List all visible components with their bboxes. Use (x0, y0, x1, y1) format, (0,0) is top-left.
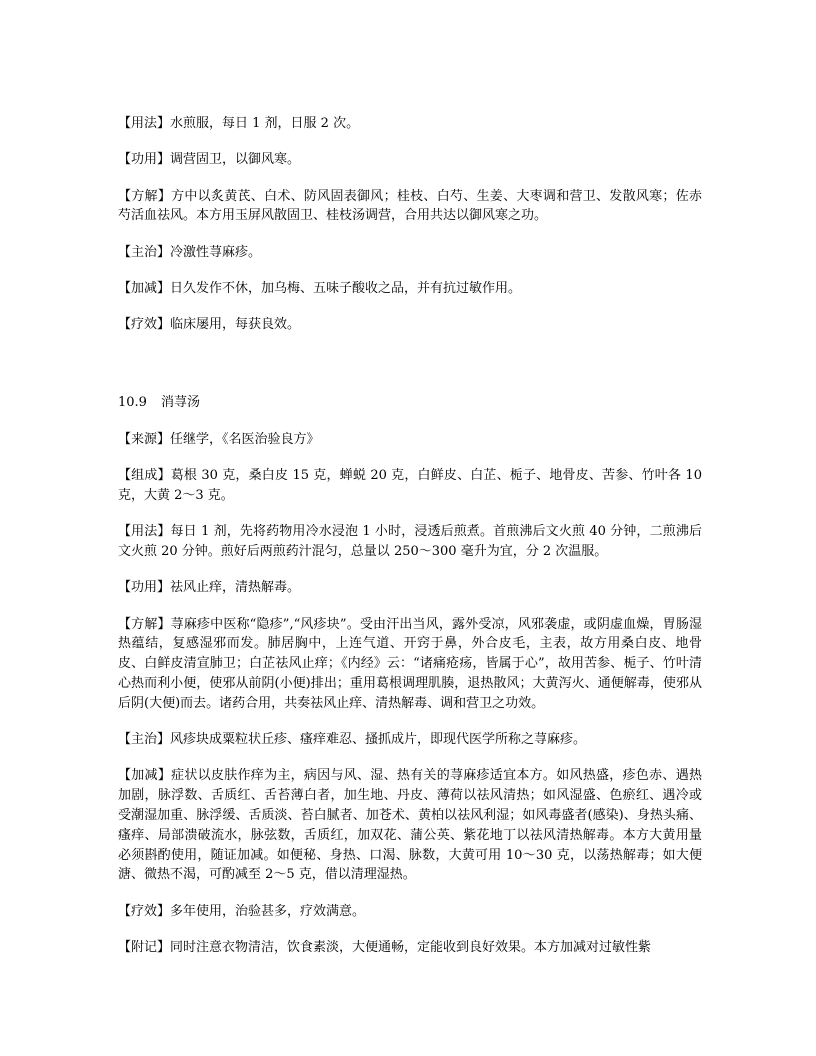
section-heading (118, 393, 702, 413)
label: 【功用】 (118, 152, 171, 168)
label: 【附记】 (118, 940, 171, 956)
paragraph-source (118, 430, 702, 450)
label: 【用法】 (118, 524, 171, 540)
paragraph-function (118, 578, 702, 598)
section-title: 消荨汤 (160, 395, 200, 411)
text: 方中以炙黄芪、白术、防风固表御风；桂枝、白芍、生姜、大枣调和营卫、发散风寒；佐赤芍活血祛风。本方用玉屏风散固卫、桂枝汤调营，合用共达以御风寒之功。 (118, 188, 702, 224)
section-number: 10.9 (118, 395, 147, 411)
text: 同时注意衣物清洁，饮食素淡，大便通畅，定能收到良好效果。本方加减对过敏性紫 (170, 940, 652, 956)
paragraph-usage (118, 114, 702, 134)
paragraph-modification (118, 766, 702, 885)
text: 任继学，《名医治验良方》 (170, 431, 320, 447)
text: 日久发作不休，加乌梅、五味子酸收之品，并有抗过敏作用。 (170, 280, 522, 296)
text: 冷激性荨麻疹。 (170, 244, 262, 260)
paragraph-modification (118, 279, 702, 299)
label: 【来源】 (118, 431, 171, 447)
section-previous-formula (118, 114, 702, 335)
text: 每日 1 剂，先将药物用冷水浸泡 1 小时，浸透后煎煮。首煎沸后文火煎 40 分钟，二煎沸后文火煎 20 分钟。煎好后两煎药汁混匀，总量以 250～300 毫升为宜，分 2 次温服。 (118, 524, 702, 560)
paragraph-indication (118, 243, 702, 263)
label: 【疗效】 (118, 903, 171, 919)
text: 水煎服，每日 1 剂，日服 2 次。 (170, 116, 360, 131)
paragraph-efficacy (118, 315, 702, 335)
text: 多年使用，治验甚多，疗效满意。 (170, 903, 366, 919)
label: 【功用】 (118, 580, 171, 596)
label: 【主治】 (118, 244, 171, 260)
paragraph-efficacy (118, 902, 702, 922)
text: 风疹块成粟粒状丘疹、瘙痒难忍、搔抓成片，即现代医学所称之荨麻疹。 (170, 732, 587, 748)
label: 【疗效】 (118, 317, 171, 333)
paragraph-usage (118, 522, 702, 562)
paragraph-function (118, 150, 702, 170)
label: 【组成】 (118, 468, 171, 484)
text: 调营固卫，以御风寒。 (170, 152, 301, 168)
paragraph-composition (118, 466, 702, 506)
paragraph-notes (118, 938, 702, 958)
paragraph-explanation (118, 187, 702, 227)
paragraph-explanation (118, 615, 702, 714)
section-xiaoxun-decoction (118, 430, 702, 958)
text: 荨麻疹中医称“隐疹”,“风疹块”。受由汗出当风，露外受凉，风邪袭虚，或阴虚血燥，胃肠湿热蕴结，复感湿邪而发。肺居胸中，上连气道、开窍于鼻，外合皮毛，主表，故方用桑白皮、地骨皮、白鲜皮清宣肺卫；白芷祛风止痒；《内经》云：“诸痛疮疡，皆属于心”，故用苦参、栀子、竹叶清心热而利小便，使邪从前阴(小便)排出；重用葛根调理肌腠，退热散风；大黄泻火、通便解毒，使邪从后阴(大便)而去。诸药合用，共奏祛风止痒、清热解毒、调和营卫之功效。 (118, 616, 702, 711)
label: 【主治】 (118, 732, 171, 748)
text: 症状以皮肤作痒为主，病因与风、湿、热有关的荨麻疹适宜本方。如风热盛，疹色赤、遇热加剧，脉浮数、舌质红、舌苔薄白者，加生地、丹皮、薄荷以祛风清热；如风湿盛、色瘀红、遇冷或受潮湿加重、脉浮缓、舌质淡、苔白腻者、加苍术、黄柏以祛风利湿；如风毒盛者(感染)、身热头痛、瘙痒、局部溃破流水，脉弦数，舌质红，加双花、蒲公英、紫花地丁以祛风清热解毒。本方大黄用量必须斟酌使用，随证加减。如便秘、身热、口渴、脉数，大黄可用 10～30 克，以荡热解毒；如大便溏、微热不渴，可酌减至 2～5 克，借以清理湿热。 (118, 768, 702, 883)
text: 祛风止痒，清热解毒。 (170, 580, 301, 596)
text: 临床屡用，每获良效。 (170, 317, 301, 333)
paragraph-indication (118, 730, 702, 750)
label: 【加减】 (118, 280, 171, 296)
label: 【方解】 (118, 188, 172, 204)
label: 【方解】 (118, 616, 171, 632)
label: 【加减】 (118, 768, 172, 784)
label: 【用法】 (118, 116, 171, 131)
document-page (118, 114, 702, 974)
text: 葛根 30 克，桑白皮 15 克，蝉蜕 20 克，白鲜皮、白芷、栀子、地骨皮、苦参、竹叶各 10 克，大黄 2～3 克。 (118, 468, 702, 503)
